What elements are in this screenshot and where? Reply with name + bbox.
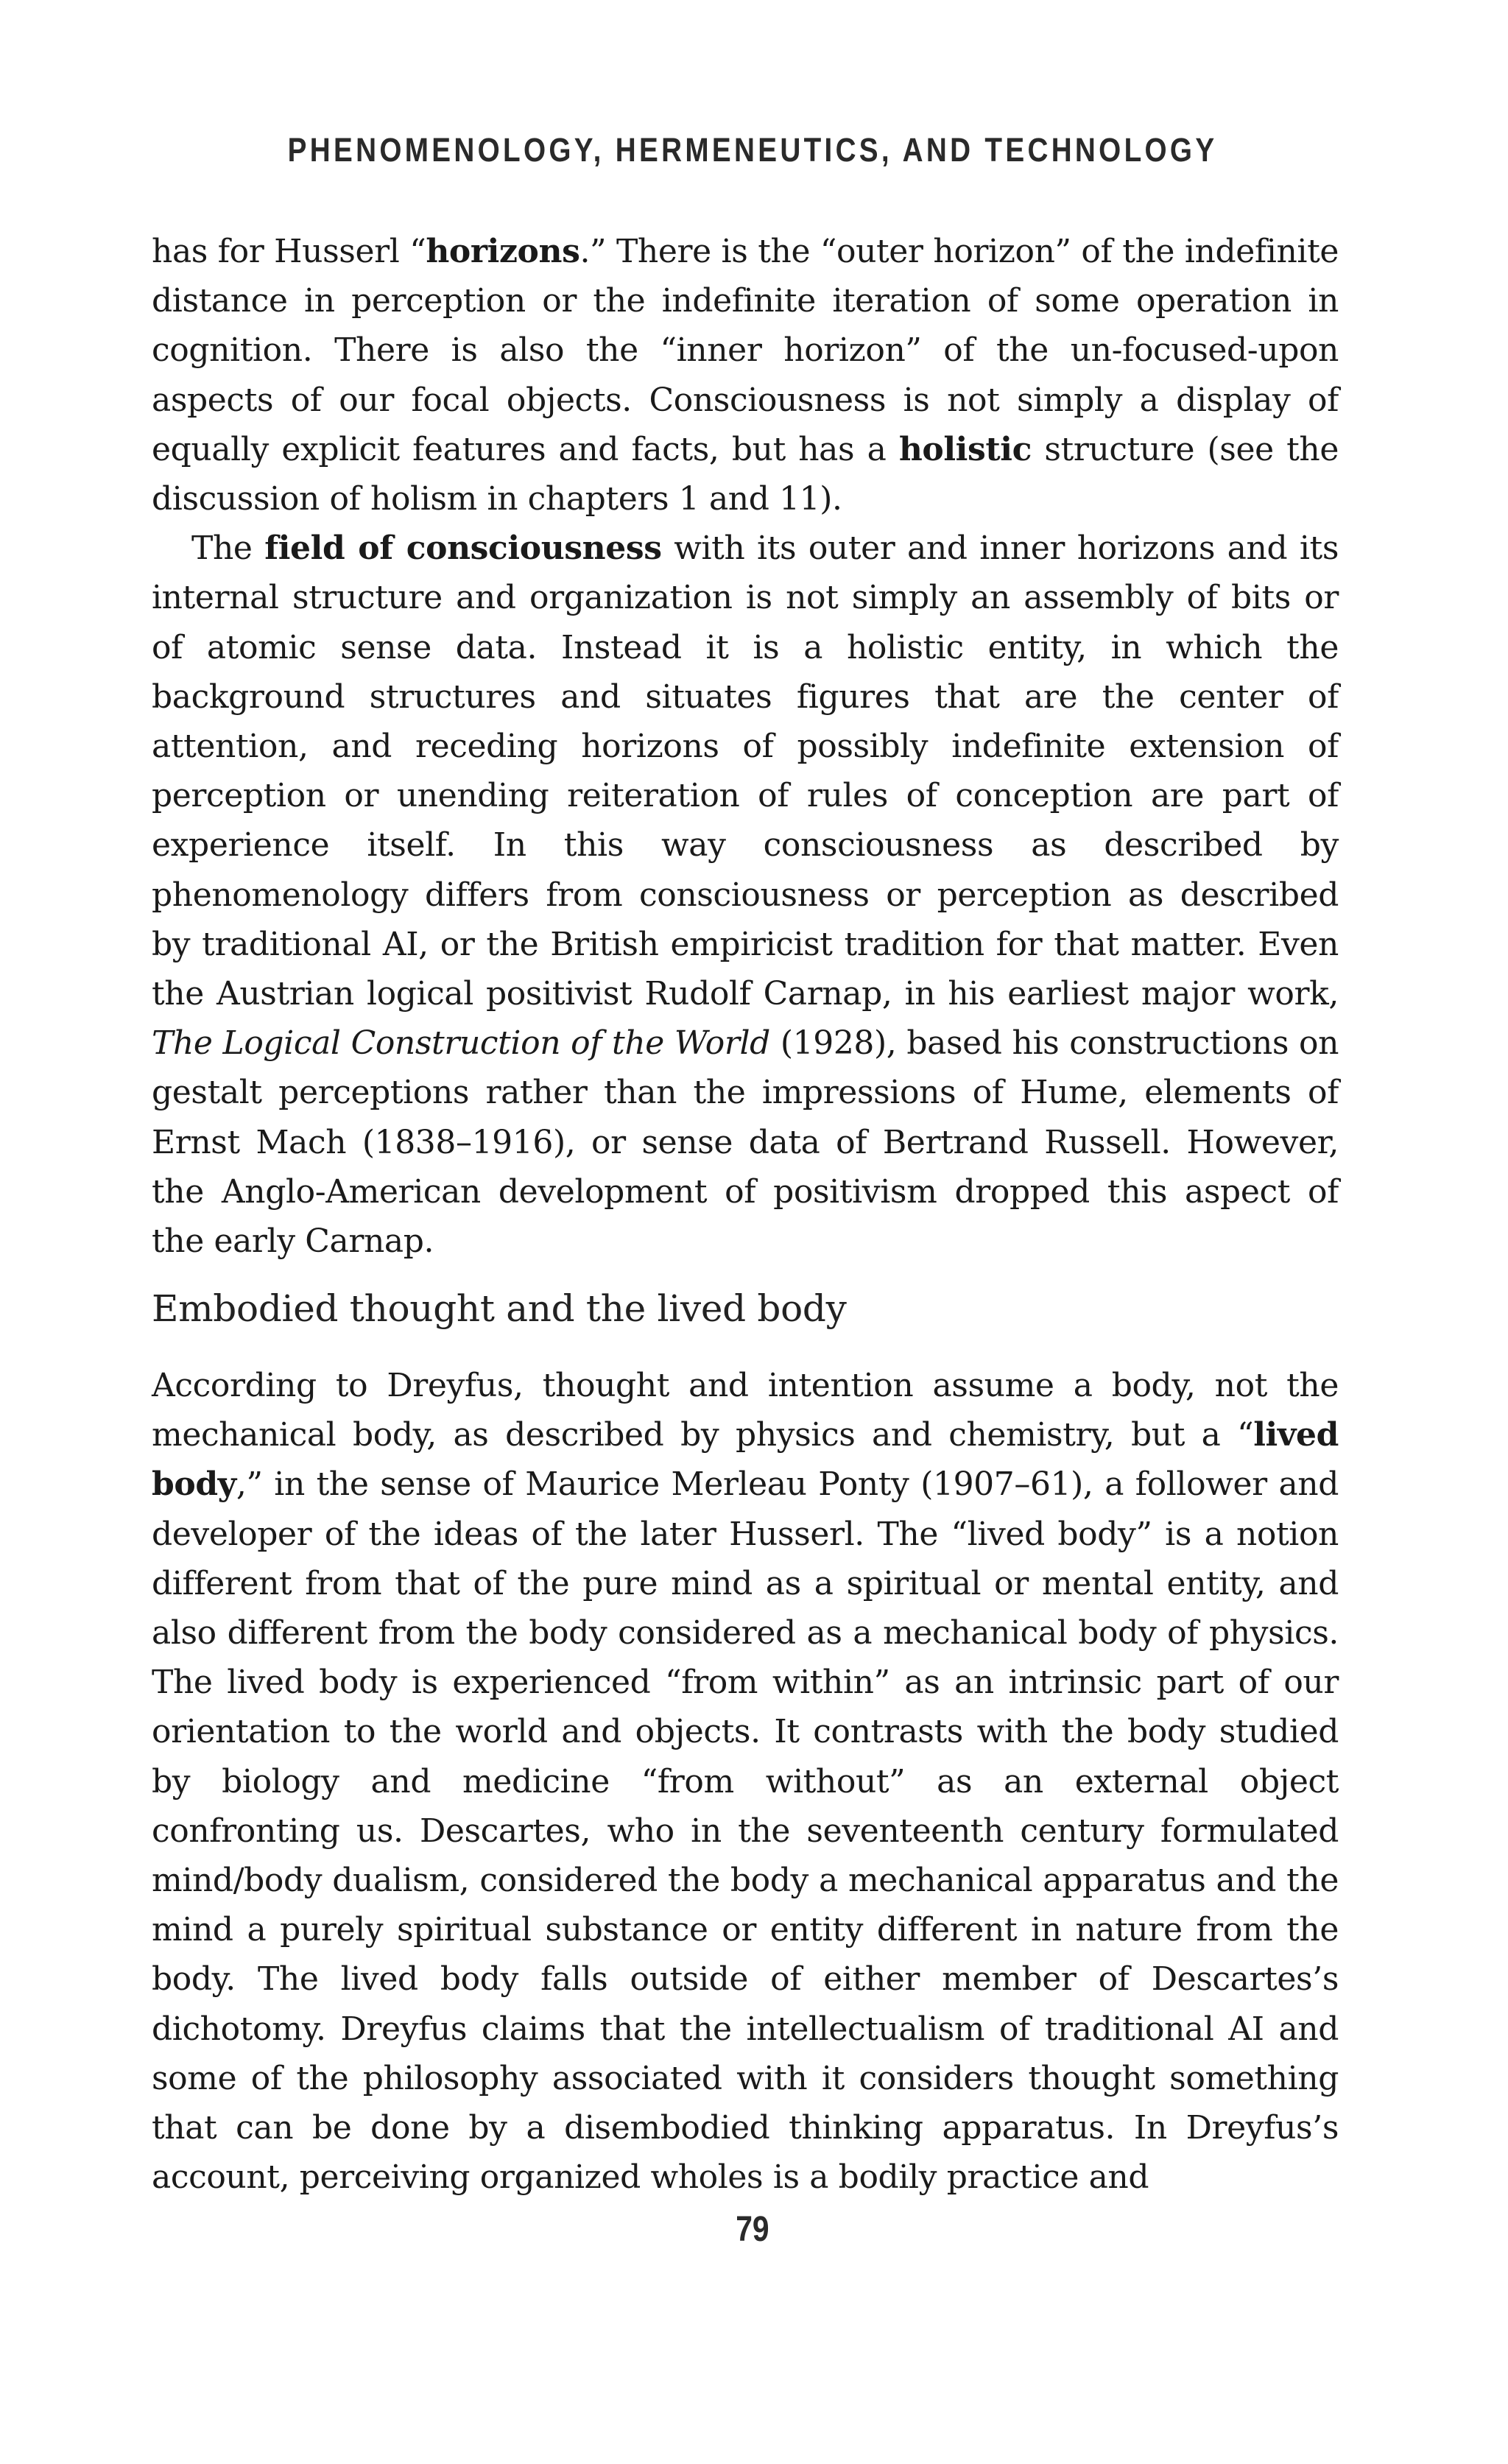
book-title-carnap: The Logical Construction of the World <box>152 1024 770 1063</box>
body-text-bottom <box>152 1361 1339 2202</box>
term-lived-body: lived body <box>152 1416 1339 1504</box>
term-horizons: horizons <box>426 233 580 270</box>
term-field-of-consciousness: field of consciousness <box>264 529 662 568</box>
body-text-top <box>152 227 1339 1266</box>
paragraph-lived-body: According to Dreyfus, thought and intention assume a body, not the mechanical body, as described by physics and chemistry, but a “lived body,” in the sense of Maurice Merleau Ponty (1907–61), a follower and developer of the ideas of the later Husserl. The “lived body” is a notion different from that of the pure mind as a spiritual or mental entity, and also different from the body considered as a mechanical body of physics. The lived body is experienced “from within” as an intrinsic part of our orientation to the world and objects. It contrasts with the body studied by biology and medicine “from without” as an external object confronting us. Descartes, who in the seventeenth century formulated mind/body dualism, considered the body a mechanical apparatus and the mind a purely spiritual substance or entity different in nature from the body. The lived body falls outside of either member of Descartes’s dichotomy. Dreyfus claims that the intellectualism of traditional AI and some of the philosophy associated with it considers thought something that can be done by a disembodied thinking apparatus. In Dreyfus’s account, perceiving organized wholes is a bodily practice and <box>152 1367 1339 2197</box>
page-number: 79 <box>736 2210 769 2249</box>
term-holistic: holistic <box>898 430 1032 468</box>
running-head: PHENOMENOLOGY, HERMENEUTICS, AND TECHNOLOGY <box>287 131 1218 169</box>
paragraph-horizons: has for Husserl “horizons.” There is the “outer horizon” of the indefinite distance in perception or the indefinite iteration of some operation in cognition. There is also the “inner horizon” of the un-focused-upon aspects of our focal objects. Consciousness is not simply a display of equally explicit features and facts, but has a holistic structure (see the discussion of holism in chapters 1 and 11). <box>152 233 1339 518</box>
paragraph-field-of-consciousness: The field of consciousness with its outer and inner horizons and its internal structure and organization is not simply an assembly of bits or of atomic sense data. Instead it is a holistic entity, in which the background structures and situates figures that are the center of attention, and receding horizons of possibly indefinite extension of perception or unending reiteration of rules of conception are part of experience itself. In this way consciousness as described by phenomenology differs from consciousness or perception as described by traditional AI, or the British empiricist tradition for that matter. Even the Austrian logical positivist Rudolf Carnap, in his earliest major work, The Logical Construction of the World (1928), based his constructions on gestalt perceptions rather than the impressions of Hume, elements of Ernst Mach (1838–1916), or sense data of Bertrand Russell. However, the Anglo-American development of positivism dropped this aspect of the early Carnap. <box>152 529 1339 1261</box>
section-heading: Embodied thought and the lived body <box>152 1287 847 1330</box>
